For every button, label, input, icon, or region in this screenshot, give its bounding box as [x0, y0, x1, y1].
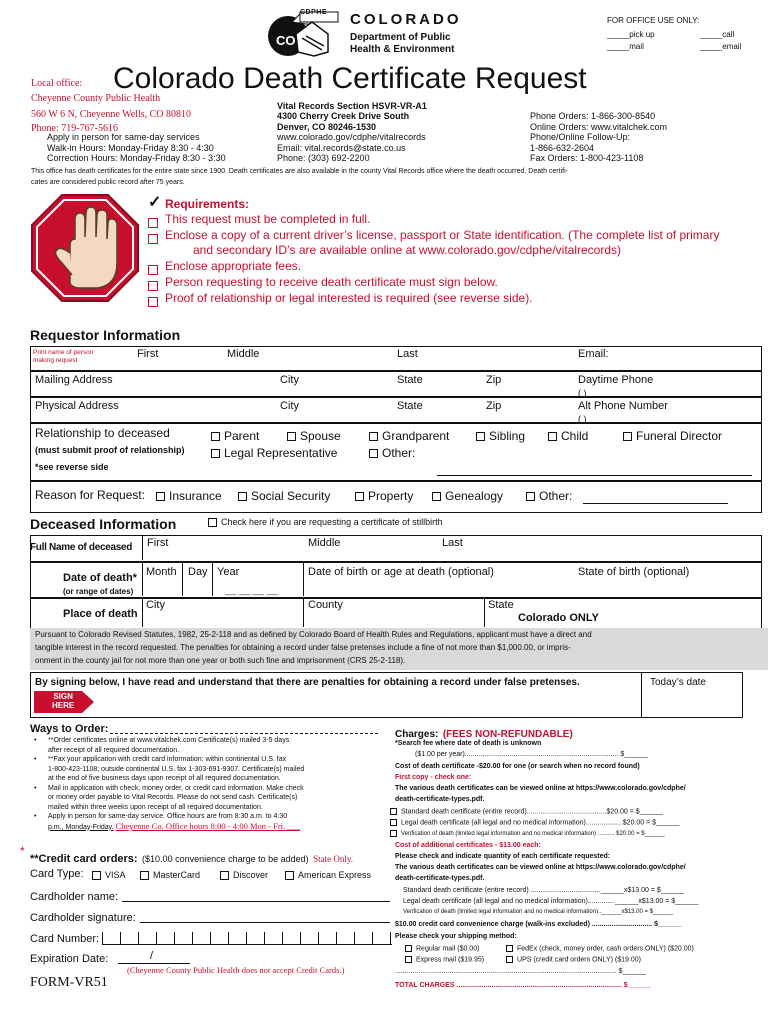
search-fee-amount: ($1.00 per year)............................................................................... $______ — [415, 751, 648, 758]
other-reason-line[interactable] — [583, 503, 728, 504]
fedex-label: FedEx (check, money order, cash orders ONLY) ($20.00) — [517, 945, 694, 953]
ways-fax-3: at the end of five business days upon receipt of all required documentation. — [48, 775, 281, 782]
credit-state-only: State Only. — [313, 854, 354, 864]
card-type-label: Card Type: — [30, 868, 84, 880]
std-cert-label: Standard death certificate (entire record).........................................$20.00 = $______ — [401, 808, 664, 816]
state-birth-label: State of birth (optional) — [578, 566, 690, 578]
physical-zip-label: Zip — [486, 400, 502, 412]
credit-heading: **Credit card orders: — [30, 853, 138, 865]
stillbirth-label: Check here if you are requesting a certificate of stillbirth — [221, 517, 443, 527]
divider — [142, 535, 143, 560]
orders-line4: 1-866-632-2604 — [530, 143, 595, 153]
ways-online-2: after receipt of all required documentation. — [48, 746, 180, 754]
ways-fax-2: 1-800-423-1108; outside continental U.S. fax 1-303-691-9307. Certificate(s) mailed — [48, 765, 305, 773]
colorado-only-label: Colorado ONLY — [518, 612, 599, 624]
verif-cert-option[interactable] — [390, 830, 665, 837]
place-of-death-field[interactable] — [30, 598, 762, 629]
office-email: _____email — [700, 42, 742, 51]
office-pickup: _____pick up — [607, 30, 655, 39]
no-credit-note: (Cheyenne County Public Health does not accept Credit Cards.) — [127, 965, 345, 975]
date-death-label: Date of death* — [63, 572, 137, 584]
cheyenne-hours: Cheyenne Co. Office hours 8:00 - 4:00 Mon - Fri. ___ — [115, 820, 301, 831]
credit-heading-line — [30, 849, 353, 867]
requirements-heading: Requirements: — [165, 197, 250, 211]
legal-rep-option[interactable] — [211, 446, 337, 460]
physical-label: Physical Address — [35, 400, 119, 412]
place-label: Place of death — [63, 608, 138, 620]
intro-line1: This office has death certificates for the entire state since 1900. Death certificates are also available in the county Vital Records office where the death occurred. Death certifi- — [31, 168, 568, 175]
amex-option[interactable] — [285, 870, 371, 880]
statute-line3: onment in the county jail for not more than one year or both such fine and imprisonment (CRS 25-2-118). — [35, 656, 406, 665]
state-office-line5: Email: vital.records@state.co.us — [277, 143, 406, 153]
ways-mail-1: Mail in application with check, money order, or credit card information. Make check — [48, 784, 304, 792]
state-office-line3: Denver, CO 80246-1530 — [277, 122, 377, 132]
charges-heading: Charges: — [395, 729, 439, 740]
deceased-heading: Deceased Information — [30, 516, 177, 532]
req-item-2b: and secondary ID’s are available online at www.colorado.gov/cdphe/vitalrecords) — [193, 243, 622, 257]
grandparent-option[interactable] — [369, 429, 449, 443]
stop-hand-icon — [30, 193, 140, 303]
deceased-name-field[interactable] — [30, 535, 762, 562]
ups-label: UPS (credit card orders ONLY) ($19.00) — [517, 956, 641, 964]
month-label: Month — [146, 566, 177, 578]
signing-statement: By signing below, I have read and understand that there are penalties for obtaining a record under false pretenses. — [35, 677, 580, 688]
various-2: The various death certificates can be viewed online at https://www.colorado.gov/cdphe/ — [395, 864, 686, 871]
dept-line2: Health & Environment — [350, 44, 455, 55]
ups-option[interactable] — [506, 956, 641, 963]
fedex-option[interactable] — [506, 945, 694, 952]
daytime-phone-paren: ( ) — [578, 388, 587, 398]
page-title: Colorado Death Certificate Request — [113, 62, 587, 95]
discover-label: Discover — [233, 870, 269, 880]
regular-mail-label: Regular mail ($0.00) — [416, 945, 480, 953]
dept-line1: Department of Public — [350, 32, 451, 43]
local-office-phone: Phone: 719-767-5616 — [31, 123, 118, 134]
first-label: First — [137, 348, 159, 360]
print-name-label: Print name of person making request — [33, 349, 94, 364]
req-item-4: Person requesting to receive death certificate must sign below. — [165, 275, 498, 289]
divider — [212, 562, 213, 596]
spouse-option[interactable] — [287, 429, 341, 443]
total-charges: TOTAL CHARGES ..................................................................................... $______ — [395, 982, 651, 989]
statute-line2: tangible interest in the record requested. The penalties for obtaining a record under false pretenses include a fine of not more than $1,000.00, or impris- — [35, 643, 571, 652]
office-call: _____call — [700, 30, 735, 39]
place-state-label: State — [488, 599, 514, 611]
place-city-label: City — [146, 599, 165, 611]
mailing-label: Mailing Address — [35, 374, 113, 386]
other-relationship-line[interactable] — [437, 475, 752, 476]
check-mark-icon: ✓ — [148, 194, 162, 211]
deceased-first-label: First — [147, 537, 169, 549]
convenience-charge: $10.00 credit card convenience charge (walk-ins excluded) ............................... $______ — [395, 921, 682, 928]
spouse-label: Spouse — [300, 429, 341, 443]
insurance-label: Insurance — [169, 489, 222, 503]
walkin-line3: Correction Hours: Monday-Friday 8:30 - 3:30 — [47, 153, 226, 163]
ways-person-2: p.m., Monday-Friday. — [48, 823, 114, 831]
various-1b: death-certificate-types.pdf. — [395, 796, 485, 803]
first-copy: First copy - check one: — [395, 774, 472, 781]
requestor-heading: Requestor Information — [30, 327, 181, 343]
expiration-input[interactable] — [118, 963, 190, 964]
parent-option[interactable] — [211, 429, 259, 443]
proof-label: (must submit proof of relationship) — [35, 445, 185, 455]
property-option[interactable] — [355, 489, 413, 503]
divider — [303, 598, 304, 627]
orders-line1: Phone Orders: 1-866-300-8540 — [530, 111, 656, 121]
todays-date-label: Today’s date — [650, 677, 706, 688]
other-relationship-option[interactable] — [369, 446, 415, 460]
cardholder-signature-label: Cardholder signature: — [30, 912, 136, 924]
other-reason-label: Other: — [539, 489, 573, 503]
dob-label: Date of birth or age at death (optional) — [308, 566, 494, 578]
discover-option[interactable] — [220, 870, 268, 880]
mailing-city-label: City — [280, 374, 299, 386]
co-label: CO — [276, 33, 296, 48]
mastercard-option[interactable] — [140, 870, 200, 880]
mastercard-label: MasterCard — [153, 870, 201, 880]
expiration-label: Expiration Date: — [30, 953, 109, 965]
parent-label: Parent — [224, 429, 260, 443]
local-office-address: 560 W 6 N, Cheyenne Wells, CO 80810 — [31, 109, 192, 120]
cardholder-name-label: Cardholder name: — [30, 891, 119, 903]
express-mail-label: Express mail ($19.95) — [416, 956, 485, 964]
grandparent-label: Grandparent — [382, 429, 450, 443]
amex-label: American Express — [298, 870, 372, 880]
ways-mail-2: or money order payable to Vital Records. Please do not send cash. Certificate(s) — [48, 794, 298, 801]
req-item-1: This request must be completed in full. — [165, 212, 371, 226]
legal-cert-qty[interactable]: Legal death certificate (all legal and no medical information)..............______x$13.00 = $______ — [403, 898, 699, 905]
deceased-middle-label: Middle — [308, 537, 341, 549]
insurance-option[interactable] — [156, 489, 222, 503]
alt-phone-label: Alt Phone Number — [578, 400, 668, 412]
divider — [182, 562, 183, 596]
statute-line1: Pursuant to Colorado Revised Statutes, 1982, 25-2-118 and as defined by Colorado Board of Health Rules and Regulations, applicant must have a direct and — [35, 630, 592, 639]
sibling-option[interactable] — [476, 429, 525, 443]
genealogy-label: Genealogy — [445, 489, 504, 503]
property-label: Property — [368, 489, 414, 503]
req-checkbox-2[interactable] — [148, 231, 158, 249]
state-office-line2: 4300 Cherry Creek Drive South — [277, 111, 410, 121]
card-number-input[interactable] — [102, 932, 392, 945]
various-2b: death-certificate-types.pdf. — [395, 875, 485, 882]
social-security-option[interactable] — [238, 489, 330, 503]
day-label: Day — [188, 566, 208, 578]
physical-city-label: City — [280, 400, 299, 412]
legal-rep-label: Legal Representative — [224, 446, 338, 460]
office-use-title: FOR OFFICE USE ONLY: — [607, 16, 700, 25]
daytime-phone-label: Daytime Phone — [578, 374, 654, 386]
express-mail-option[interactable] — [405, 956, 484, 963]
sign-here-label: SIGN HERE — [52, 692, 75, 710]
cdphe-label: CDPHE — [300, 9, 328, 16]
visa-option[interactable] — [92, 870, 126, 880]
other-reason-option[interactable] — [526, 489, 572, 503]
legal-cert-option[interactable] — [390, 819, 679, 826]
shipping-heading: Please check your shipping method: — [395, 933, 517, 940]
regular-mail-option[interactable] — [405, 945, 479, 952]
sibling-label: Sibling — [489, 429, 526, 443]
place-county-label: County — [308, 599, 343, 611]
other-relationship-label: Other: — [382, 446, 416, 460]
office-mail: _____mail — [607, 42, 644, 51]
ways-mail-3: mailed within three weeks upon receipt of all required documentation. — [48, 803, 263, 811]
ways-online-1: **Order certificates online at www.vitalchek.com Certificate(s) mailed 3-5 days — [48, 737, 290, 744]
stillbirth-option[interactable] — [208, 517, 443, 527]
intro-line2: cates are considered public record after 75 years. — [31, 179, 185, 186]
deceased-last-label: Last — [442, 537, 463, 549]
req-checkbox-5[interactable] — [148, 294, 158, 312]
orders-line3: Phone/Online Follow-Up: — [530, 132, 631, 142]
std-cert-qty[interactable]: Standard death certificate (entire record) ....................................______x$13.00 = $______ — [403, 887, 685, 894]
orders-line2: Online Orders: www.vitalchek.com — [530, 122, 668, 132]
shipping-total: .................................................................................................................. $______ — [395, 968, 646, 975]
walkin-line2: Walk-in Hours: Monday-Friday 8:30 - 4:30 — [47, 143, 214, 153]
cardholder-signature-input[interactable] — [140, 922, 390, 923]
credit-fee: ($10.00 convenience charge to be added) — [142, 854, 309, 864]
ways-person-1: Apply in person for same-day service. Office hours are from 8:30 a.m. to 4:30 — [48, 813, 288, 820]
expiration-slash: / — [150, 950, 154, 962]
visa-label: VISA — [105, 870, 126, 880]
divider — [110, 733, 378, 734]
various-1: The various death certificates can be viewed online at https://www.colorado.gov/cdphe/ — [395, 785, 686, 792]
year-label: Year — [217, 566, 240, 578]
state-office-line4: www.colorado.gov/cdphe/vitalrecords — [277, 132, 426, 142]
child-option[interactable] — [548, 429, 588, 443]
see-reverse-label: *see reverse side — [35, 462, 109, 472]
additional-cost: Cost of additional certificates - $13.00 each: — [395, 842, 541, 849]
email-label: Email: — [578, 348, 609, 360]
ways-list: • **Order certificates online at www.vitalchek.com Certificate(s) mailed 3-5 days after receipt of all required documentation. • **Fax your application with credit card information: within continental U.S. fax 1-800-423-1108; outside continental U.S. fax 1-303-691-9307. Certificate(s) mailed at the end of five business days upon receipt of all required documentation. • Mail in application with check, money order, or credit card information. Make check or money order payable to Vital Records. Please do not send cash. Certificate(s) mailed within three weeks upon receipt of all required documentation. • Apply in person for same-day service. Office hours are from 8:30 a.m. to 4:30 p.m., Monday-Friday. Cheyenne Co. Office hours 8:00 - 4:00 Mon - Fri. ___ — [30, 736, 390, 832]
social-security-label: Social Security — [251, 489, 331, 503]
state-office-line1: Vital Records Section HSVR-VR-A1 — [277, 101, 427, 111]
year-blanks: __ __ __ __ — [225, 585, 278, 596]
local-office-name: Cheyenne County Public Health — [31, 93, 161, 104]
ways-heading: Ways to Order: — [30, 723, 109, 735]
verif-cert-qty[interactable]: Verification of death (limited legal information and no medical information)..______x$13.00 = $______ — [403, 909, 674, 915]
funeral-label: Funeral Director — [636, 429, 723, 443]
credit-star: * — [20, 844, 25, 858]
mailing-state-label: State — [397, 374, 423, 386]
colorado-wordmark: COLORADO — [350, 11, 462, 28]
local-office-label: Local office: — [31, 78, 83, 89]
funeral-option[interactable] — [623, 429, 722, 443]
req-item-5: Proof of relationship or legal interested is required (see reverse side). — [165, 291, 533, 305]
check-qty: Please check and indicate quantity of each certificate requested: — [395, 853, 611, 860]
full-name-label: Full Name of deceased — [30, 542, 133, 553]
card-number-label: Card Number: — [30, 933, 100, 945]
alt-phone-paren: ( ) — [578, 414, 587, 424]
genealogy-option[interactable] — [432, 489, 503, 503]
orders-line5: Fax Orders: 1-800-423-1108 — [530, 153, 644, 163]
range-label: (or range of dates) — [63, 587, 134, 596]
legal-cert-label: Legal death certificate (all legal and no medical information)...................$20.00 = $______ — [401, 819, 680, 827]
mailing-zip-label: Zip — [486, 374, 502, 386]
divider — [142, 598, 143, 627]
std-cert-option[interactable] — [390, 808, 663, 815]
reason-label: Reason for Request: — [35, 488, 146, 502]
divider — [484, 598, 485, 627]
middle-label: Middle — [227, 348, 260, 360]
cost-line: Cost of death certificate -$20.00 for one (or search when no record found) — [395, 763, 640, 770]
last-label: Last — [397, 348, 418, 360]
walkin-line1: Apply in person for same-day services — [47, 132, 200, 142]
search-fee: *Search fee where date of death is unknown — [395, 740, 542, 747]
verif-cert-label: Verification of death (limited legal information and no medical information) .......... $20.00 = $______ — [401, 831, 665, 838]
divider — [142, 562, 143, 596]
state-office-line6: Phone: (303) 692-2200 — [277, 153, 370, 163]
req-item-3: Enclose appropriate fees. — [165, 259, 302, 273]
relationship-label: Relationship to deceased — [35, 426, 170, 440]
divider — [303, 562, 304, 596]
physical-state-label: State — [397, 400, 423, 412]
child-label: Child — [561, 429, 589, 443]
form-number: FORM-VR51 — [30, 975, 108, 990]
req-item-2: Enclose a copy of a current driver’s license, passport or State identification. (The complete list of primary — [165, 228, 720, 242]
cardholder-name-input[interactable] — [122, 901, 390, 902]
ways-fax-1: **Fax your application with credit card information: within continental U.S. fax — [48, 756, 287, 763]
charges-nonref: (FEES NON-REFUNDABLE) — [442, 729, 573, 740]
